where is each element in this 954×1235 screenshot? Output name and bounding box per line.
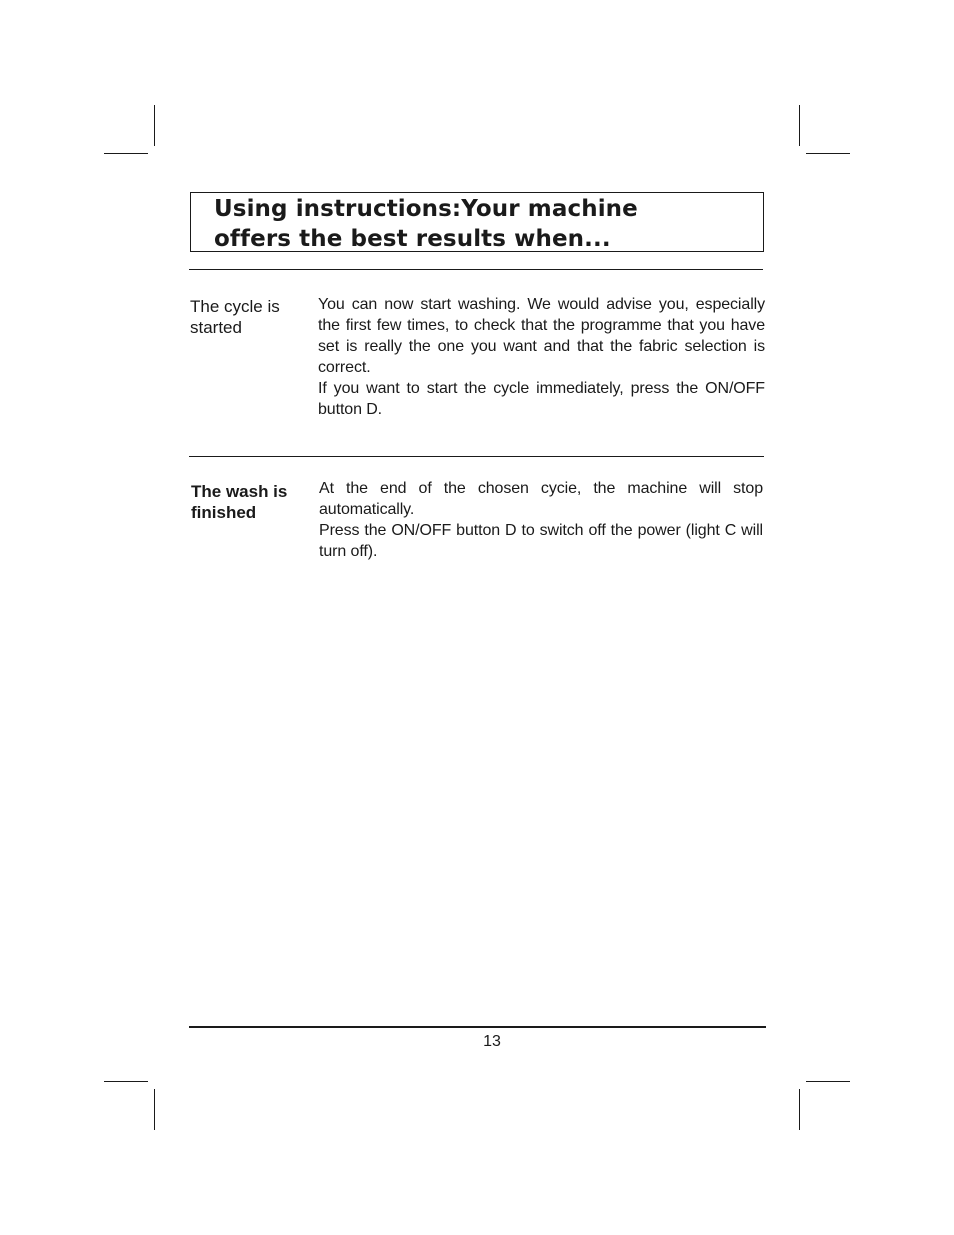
crop-mark-top-right-horizontal [806,153,850,154]
page-title [214,194,754,254]
crop-mark-top-left-vertical [154,105,155,146]
paragraph: At the end of the chosen cycie, the machine will stop automatically. [319,480,763,518]
crop-mark-bottom-right-horizontal [806,1081,850,1082]
paragraph: If you want to start the cycle immediately, press the ON/OFF button D. [318,380,765,418]
section-label-wash-finished [191,481,287,523]
section-label-cycle-started [190,296,280,338]
page-number: 13 [483,1033,501,1050]
section-label-line-2: started [190,318,242,337]
section-body-wash-finished [319,478,763,562]
crop-mark-top-left-horizontal [104,153,148,154]
crop-mark-bottom-left-vertical [154,1089,155,1130]
section-body-cycle-started [318,294,765,420]
title-box [190,192,764,252]
section-label-line-1: The cycle is [190,297,280,316]
paragraph: You can now start washing. We would advise you, especially the first few times, to check that the programme that you have set is really the one you want and that the fabric selection is correct. [318,296,765,376]
section-label-line-2: finished [191,503,257,522]
divider-middle [189,456,764,457]
paragraph: Press the ON/OFF button D to switch off the power (light C will turn off). [319,522,763,560]
section-label-line-1: The wash is [191,482,288,501]
crop-mark-bottom-right-vertical [799,1089,800,1130]
divider-top [189,269,763,270]
crop-mark-bottom-left-horizontal [104,1081,148,1082]
page-title-line-2: offers the best results when... [214,226,611,252]
crop-mark-top-right-vertical [799,105,800,146]
footer-rule [189,1026,766,1028]
page-title-line-1: Using instructions:Your machine [214,196,638,222]
